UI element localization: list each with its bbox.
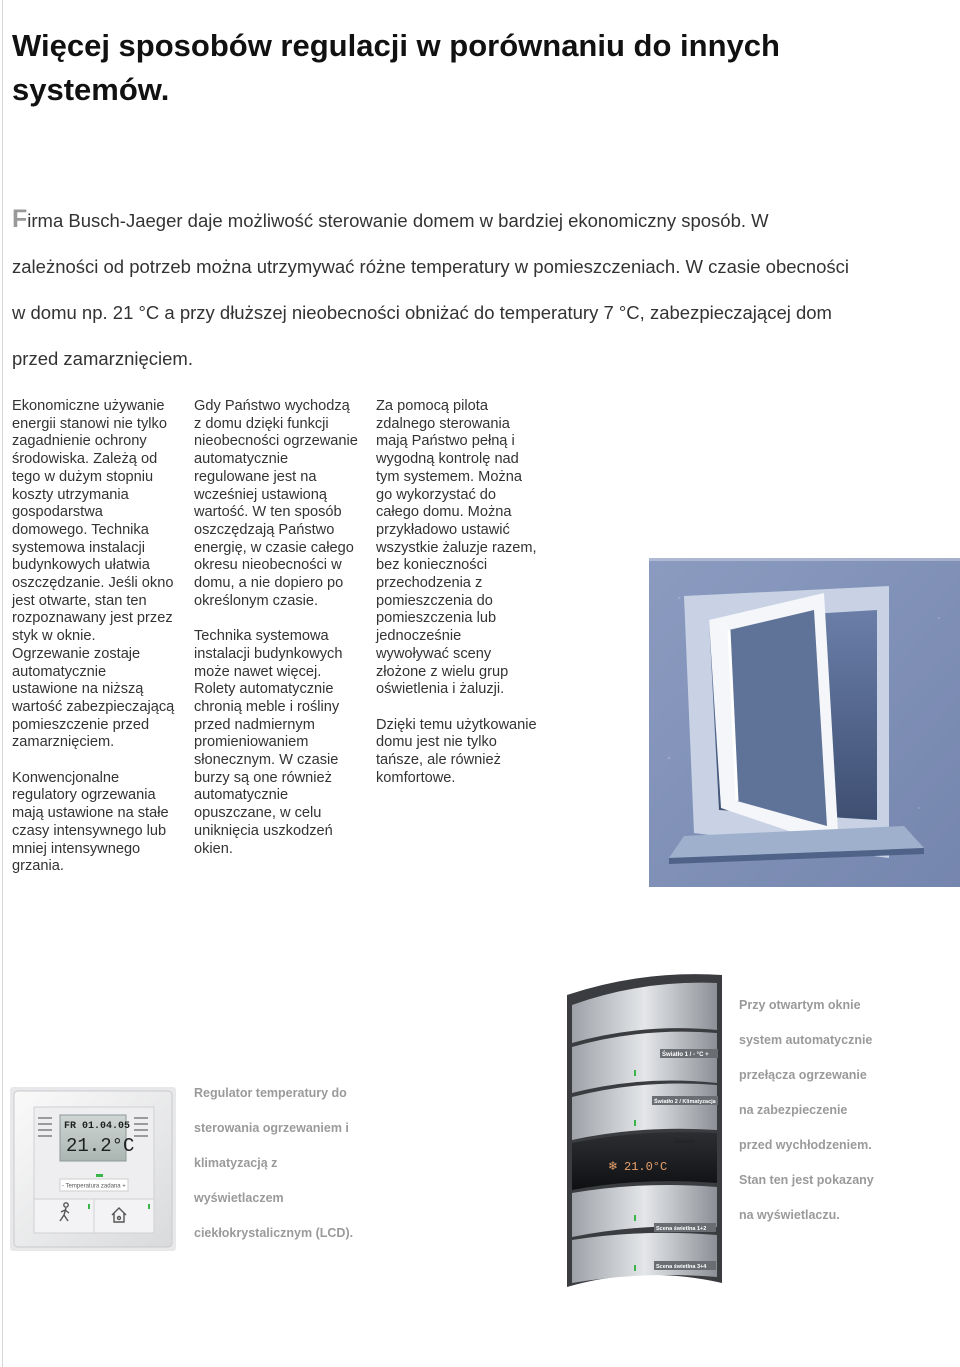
column-line: wartość zabezpieczającą [12, 698, 175, 715]
column-line: oszczędzanie. Jeśli okno [12, 575, 174, 592]
panel-label-2: Światło 2 / Klimatyzacja [654, 1099, 716, 1105]
caption-line: na wyświetlaczu. [739, 1208, 840, 1222]
text-column-2 [194, 398, 366, 876]
column-line: zamarznięciem. [12, 734, 115, 751]
column-line: pomieszczenia lub [376, 610, 497, 627]
column-line: domowego. Technika [12, 521, 149, 538]
intro-line-1 [12, 196, 932, 244]
column-line: rozpoznawany jest przez [12, 610, 173, 627]
window-caption [739, 988, 949, 1233]
intro-line-3: w domu np. 21 °C a przy dłuższej nieobecności obniżać do temperatury 7 °C, zabezpieczającej dom [12, 302, 832, 323]
thermostat-photo [10, 1087, 176, 1251]
column-line: komfortowe. [376, 769, 456, 786]
page-title [12, 24, 912, 112]
column-line: wcześniej ustawioną [194, 486, 328, 503]
column-line: Za pomocą pilota [376, 398, 488, 414]
column-paragraph [12, 770, 184, 876]
intro-line-1-text: irma Busch-Jaeger daje możliwość sterowanie domem w bardziej ekonomiczny sposób. W [27, 210, 769, 231]
column-line: całego domu. Można [376, 504, 512, 521]
column-line: burzy są one również [194, 769, 332, 786]
column-paragraph [194, 398, 366, 610]
panel-label-1: Światło 1 / - °C + [662, 1052, 709, 1058]
column-line: zdalnego sterowania [376, 415, 510, 432]
column-line: jest otwarte, stan ten [12, 592, 147, 609]
column-line: mają Państwo pełną i [376, 433, 515, 450]
column-line: Ekonomiczne używanie [12, 398, 165, 414]
column-line: określonym czasie. [194, 592, 319, 609]
column-line: regulatory ogrzewania [12, 787, 156, 804]
column-line: pomieszczenia do [376, 592, 493, 609]
column-line: zagadnienie ochrony [12, 433, 147, 450]
panel-label-4: Scena świetlna 1+2 [656, 1226, 707, 1232]
title-line-1: Więcej sposobów regulacji w porównaniu do innych [12, 28, 780, 63]
column-line: jednocześnie [376, 628, 462, 645]
column-line: wywoływać sceny [376, 645, 492, 662]
column-line: automatycznie [194, 787, 289, 804]
caption-line: Stan ten jest pokazany [739, 1173, 874, 1187]
column-line: opuszczane, w celu [194, 805, 322, 822]
snowflake-icon: ❄ [608, 1159, 619, 1173]
column-line: może nawet więcej. [194, 663, 322, 680]
column-line: mniej intensywnego [12, 840, 141, 857]
column-line: przykładowo ustawić [376, 521, 510, 538]
column-line: tańsze, ale również [376, 752, 501, 769]
column-line: mają ustawione na stałe [12, 805, 169, 822]
column-paragraph [376, 717, 548, 788]
column-line: styk w oknie. [12, 628, 96, 645]
column-line: ustawione na niższą [12, 681, 144, 698]
lcd-date: FR 01.04.05 [64, 1121, 131, 1132]
column-line: budynkowych ułatwia [12, 557, 150, 574]
column-line: wszystkie żaluzje razem, [376, 539, 537, 556]
column-line: wygodną kontrolę nad [376, 451, 519, 468]
column-paragraph [12, 398, 184, 752]
column-line: systemowa instalacji [12, 539, 146, 556]
title-line-2: systemów. [12, 72, 170, 107]
caption-line: Przy otwartym oknie [739, 998, 861, 1012]
caption-line: sterowania ogrzewaniem i [194, 1121, 349, 1135]
column-line: przed nadmiernym [194, 716, 315, 733]
caption-line: ciekłokrystalicznym (LCD). [194, 1226, 354, 1240]
column-line: wartość. W ten sposób [194, 504, 342, 521]
caption-line: wyświetlaczem [194, 1191, 284, 1205]
column-line: Rolety automatycznie [194, 681, 334, 698]
text-column-3 [376, 398, 548, 805]
column-line: pomieszczenie przed [12, 716, 150, 733]
panel-label-5: Scena świetlna 3+4 [656, 1264, 707, 1270]
page-edge-line [2, 0, 3, 1367]
column-line: okresu nieobecności w [194, 557, 342, 574]
column-line: promieniowaniem [194, 734, 309, 751]
column-line: Technika systemowa [194, 628, 329, 645]
column-line: gospodarstwa [12, 504, 103, 521]
column-line: domu jest nie tylko [376, 734, 497, 751]
column-paragraph [376, 398, 548, 699]
column-line: przechodzenia z [376, 575, 483, 592]
column-line: bez konieczności [376, 557, 488, 574]
drop-cap: F [12, 205, 28, 233]
column-line: automatycznie [12, 663, 107, 680]
caption-line: na zabezpieczenie [739, 1103, 848, 1117]
column-line: instalacji budynkowych [194, 645, 343, 662]
column-line: oszczędzają Państwo [194, 521, 335, 538]
column-line: tego w dużym stopniu [12, 468, 154, 485]
panel-label-3: Żaluzje [674, 1139, 695, 1145]
caption-line: klimatyzacją z [194, 1156, 278, 1170]
intro-line-2: zależności od potrzeb można utrzymywać różne temperatury w pomieszczeniach. W czasie obecności [12, 256, 849, 277]
room-control-panel-photo [562, 965, 728, 1290]
text-column-1 [12, 398, 184, 894]
column-line: chronią meble i rośliny [194, 698, 340, 715]
column-line: koszty utrzymania [12, 486, 129, 503]
column-line: Konwencjonalne [12, 769, 120, 786]
column-line: Ogrzewanie zostaje [12, 645, 141, 662]
caption-line: przed wychłodzeniem. [739, 1138, 872, 1152]
lcd-temperature: 21.2°C [66, 1135, 135, 1157]
column-line: oświetlenia i żaluzji. [376, 681, 505, 698]
thermostat-caption [194, 1076, 394, 1251]
column-line: środowiska. Zależą od [12, 451, 158, 468]
column-line: grzania. [12, 858, 64, 875]
intro-line-4: przed zamarznięciem. [12, 348, 193, 369]
column-line: energii stanowi nie tylko [12, 415, 167, 432]
column-line: nieobecności ogrzewanie [194, 433, 358, 450]
setpoint-label: - Temperatura zadana + [62, 1183, 126, 1190]
column-line: tym systemem. Można [376, 468, 522, 485]
column-line: domu, a nie dopiero po [194, 575, 344, 592]
column-line: Gdy Państwo wychodzą [194, 398, 350, 414]
caption-line: system automatycznie [739, 1033, 873, 1047]
column-line: czasy intensywnego lub [12, 822, 167, 839]
column-line: złożone z wielu grup [376, 663, 509, 680]
column-paragraph [194, 628, 366, 858]
column-line: energię, w czasie całego [194, 539, 354, 556]
open-window-photo [649, 558, 960, 887]
column-line: go wykorzystać do [376, 486, 497, 503]
column-line: uniknięcia uszkodzeń [194, 822, 333, 839]
column-line: słonecznym. W czasie [194, 752, 339, 769]
column-line: automatycznie [194, 451, 289, 468]
intro-paragraph [12, 196, 932, 382]
column-line: regulowane jest na [194, 468, 317, 485]
column-line: okien. [194, 840, 233, 857]
column-line: z domu dzięki funkcji [194, 415, 329, 432]
column-line: Dzięki temu użytkowanie [376, 716, 537, 733]
caption-line: Regulator temperatury do [194, 1086, 347, 1100]
caption-line: przełącza ogrzewanie [739, 1068, 867, 1082]
panel-display: 21.0°C [624, 1160, 668, 1174]
